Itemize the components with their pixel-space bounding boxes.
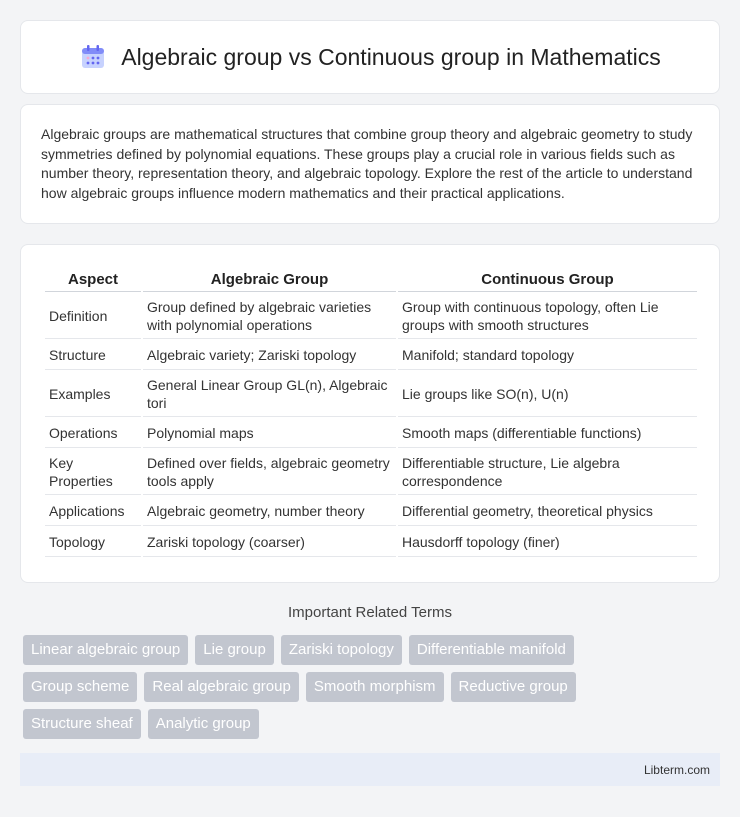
table-row xyxy=(45,372,697,417)
table-cell-aspect: Operations xyxy=(45,419,141,448)
related-term-tag[interactable]: Reductive group xyxy=(451,672,576,702)
column-header-aspect: Aspect xyxy=(45,267,141,292)
table-cell-algebraic: Group defined by algebraic varieties with polynomial operations xyxy=(143,294,396,339)
table-cell-aspect: Definition xyxy=(45,294,141,339)
table-row xyxy=(45,450,697,495)
page-footer xyxy=(20,753,720,786)
table-cell-continuous: Differentiable structure, Lie algebra correspondence xyxy=(398,450,697,495)
comparison-section xyxy=(20,244,720,583)
table-cell-algebraic: Algebraic variety; Zariski topology xyxy=(143,341,396,370)
table-cell-algebraic: Polynomial maps xyxy=(143,419,396,448)
table-row xyxy=(45,528,697,557)
column-header-algebraic: Algebraic Group xyxy=(143,267,396,292)
table-row xyxy=(45,497,697,526)
calendar-icon xyxy=(79,43,107,71)
table-cell-algebraic: General Linear Group GL(n), Algebraic tori xyxy=(143,372,396,417)
table-cell-algebraic: Zariski topology (coarser) xyxy=(143,528,396,557)
related-term-tag[interactable]: Group scheme xyxy=(23,672,137,702)
page-header xyxy=(20,20,720,94)
table-cell-continuous: Differential geometry, theoretical physics xyxy=(398,497,697,526)
table-cell-aspect: Structure xyxy=(45,341,141,370)
related-term-tag[interactable]: Linear algebraic group xyxy=(23,635,188,665)
table-cell-continuous: Group with continuous topology, often Lie groups with smooth structures xyxy=(398,294,697,339)
related-term-tag[interactable]: Smooth morphism xyxy=(306,672,444,702)
related-term-tag[interactable]: Differentiable manifold xyxy=(409,635,574,665)
related-term-tag[interactable]: Structure sheaf xyxy=(23,709,141,739)
table-cell-aspect: Topology xyxy=(45,528,141,557)
related-term-tag[interactable]: Analytic group xyxy=(148,709,259,739)
intro-text: Algebraic groups are mathematical structures that combine group theory and algebraic geometry to study symmetries defined by polynomial equations. These groups play a crucial role in various fields such as number theory, representation theory, and algebraic topology. Explore the rest of the article to understand how algebraic groups influence modern mathematics and their practical applications. xyxy=(41,126,693,201)
table-row xyxy=(45,294,697,339)
table-cell-algebraic: Defined over fields, algebraic geometry tools apply xyxy=(143,450,396,495)
table-cell-continuous: Smooth maps (differentiable functions) xyxy=(398,419,697,448)
table-cell-aspect: Applications xyxy=(45,497,141,526)
related-term-tag[interactable]: Real algebraic group xyxy=(144,672,298,702)
table-cell-aspect: Examples xyxy=(45,372,141,417)
table-cell-continuous: Lie groups like SO(n), U(n) xyxy=(398,372,697,417)
table-cell-algebraic: Algebraic geometry, number theory xyxy=(143,497,396,526)
table-cell-aspect: Key Properties xyxy=(45,450,141,495)
related-terms-list xyxy=(23,635,623,739)
table-header-row xyxy=(45,267,697,292)
footer-site-link[interactable]: Libterm.com xyxy=(643,762,710,777)
intro-section xyxy=(20,104,720,224)
table-row xyxy=(45,341,697,370)
related-term-tag[interactable]: Lie group xyxy=(195,635,274,665)
related-term-tag[interactable]: Zariski topology xyxy=(281,635,402,665)
table-cell-continuous: Hausdorff topology (finer) xyxy=(398,528,697,557)
column-header-continuous: Continuous Group xyxy=(398,267,697,292)
page-title: Algebraic group vs Continuous group in Mathematics xyxy=(121,43,661,70)
related-terms-title: Important Related Terms xyxy=(288,604,452,621)
table-cell-continuous: Manifold; standard topology xyxy=(398,341,697,370)
comparison-table xyxy=(43,265,699,559)
table-row xyxy=(45,419,697,448)
